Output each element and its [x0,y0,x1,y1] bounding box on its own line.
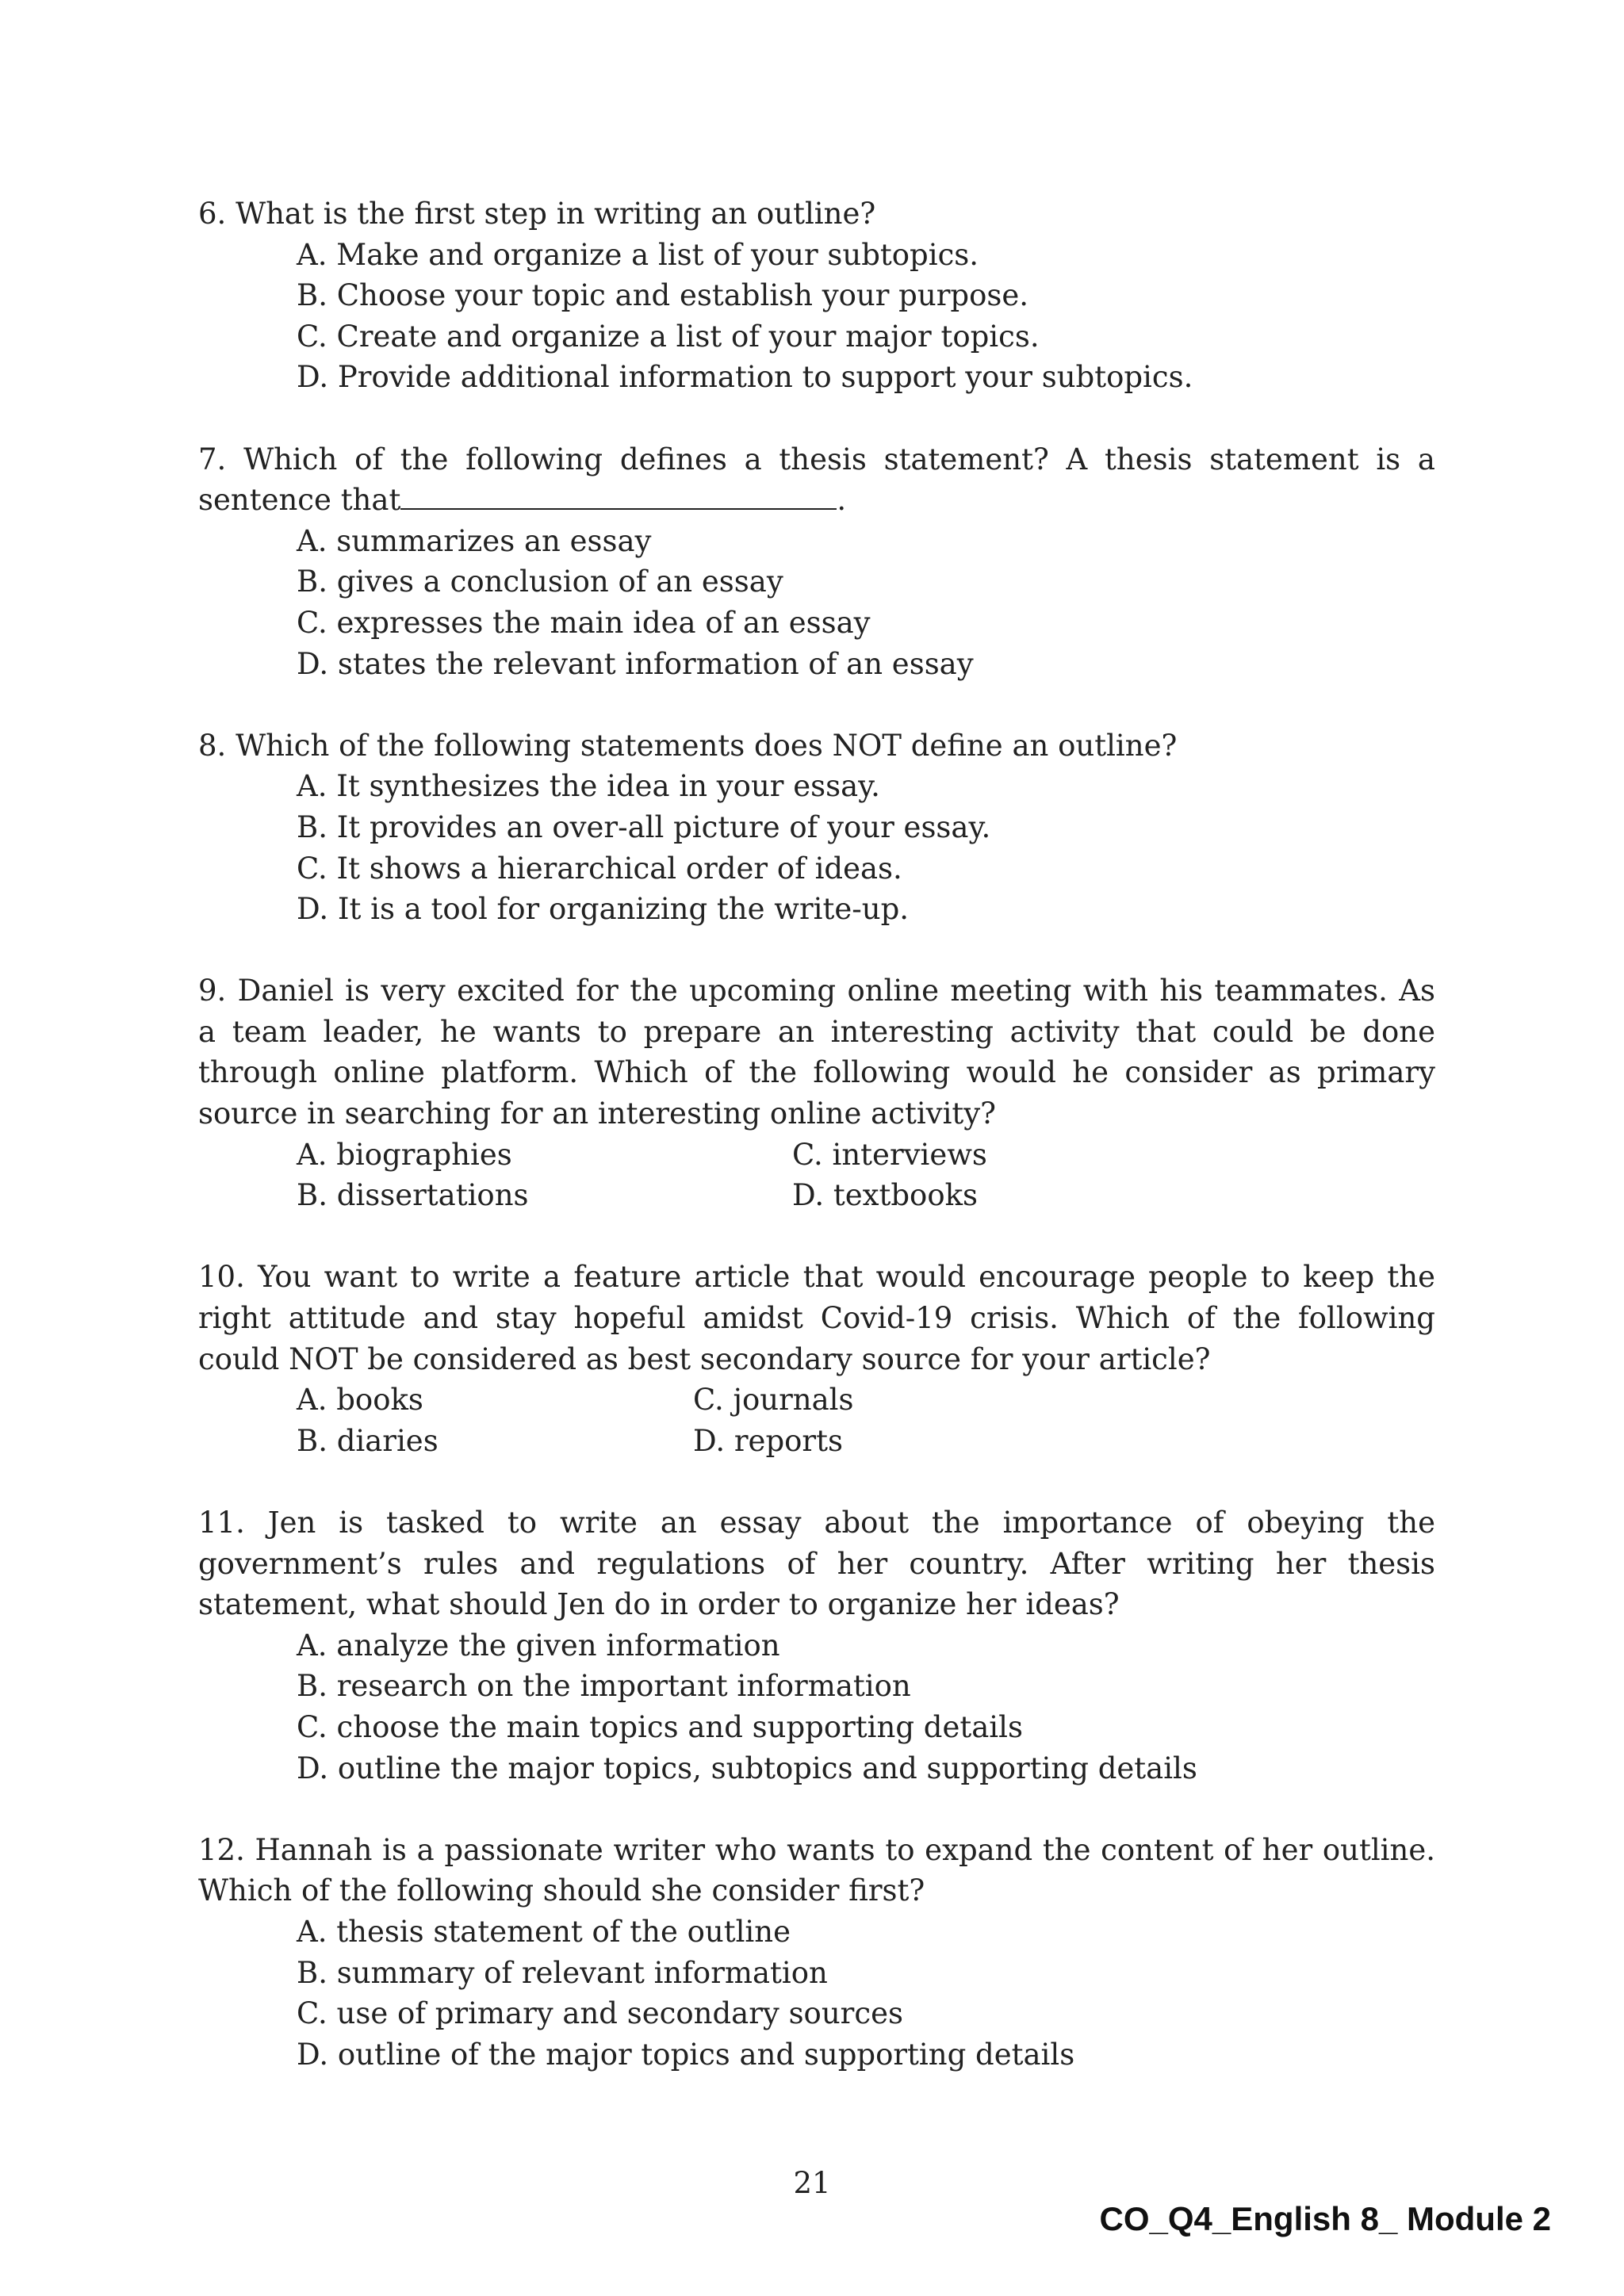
option-a: A. thesis statement of the outline [297,1914,791,1949]
option-row [198,1421,1435,1462]
option-d: D. Provide additional information to support your subtopics. [297,360,1193,395]
option-b: B. Choose your topic and establish your purpose. [297,278,1028,313]
question-stem: 8. Which of the following statements does NOT define an outline? [198,728,1178,763]
question-stem [198,439,1435,521]
option-d: D. outline the major topics, subtopics and supporting details [297,1751,1197,1785]
question-8 [198,725,1435,930]
question-stem: 10. You want to write a feature article that would encourage people to keep the right attitude and stay hopeful amidst Covid-19 crisis. Which of the following could NOT be considered as best secondary source for your article? [198,1260,1435,1376]
question-6 [198,193,1435,398]
option-b: B. dissertations [297,1178,529,1213]
question-12 [198,1830,1435,2076]
question-stem: 6. What is the first step in writing an outline? [198,197,876,231]
option-c: C. use of primary and secondary sources [297,1996,903,2031]
option-row [198,1135,1435,1176]
page-number: 21 [793,2166,831,2200]
question-list [198,193,1435,2116]
option-a: A. It synthesizes the idea in your essay. [297,769,880,804]
option-a: A. analyze the given information [297,1628,780,1663]
question-stem-text: 7. Which of the following defines a thesis statement? A thesis statement is a sentence that [198,442,1435,518]
option-b: B. It provides an over-all picture of your essay. [297,809,991,844]
option-a: A. summarizes an essay [297,523,652,558]
option-b: B. diaries [297,1423,439,1458]
option-c: C. journals [693,1383,854,1418]
module-code: CO_Q4_English 8_ Module 2 [1099,2200,1551,2237]
question-stem: 9. Daniel is very excited for the upcoming online meeting with his teammates. As a team leader, he wants to prepare an interesting activity that could be done through online platform. Which of the following would he consider as primary source in searching for an interesting online activity? [198,974,1435,1131]
option-c: C. Create and organize a list of your major topics. [297,319,1040,354]
answer-blank [400,480,837,510]
option-d: D. states the relevant information of an essay [297,646,974,681]
question-stem-end: . [837,483,847,518]
option-a: A. Make and organize a list of your subtopics. [297,237,979,272]
option-b: B. summary of relevant information [297,1955,828,1990]
option-d: D. outline of the major topics and supporting details [297,2037,1075,2072]
question-11 [198,1502,1435,1789]
question-10 [198,1257,1435,1461]
option-c: C. interviews [792,1137,987,1172]
option-c: C. expresses the main idea of an essay [297,605,871,640]
question-stem: 12. Hannah is a passionate writer who wants to expand the content of her outline. Which of the following should she consider first? [198,1832,1435,1908]
option-d: D. reports [693,1423,843,1458]
option-c: C. It shows a hierarchical order of ideas. [297,851,902,886]
option-d: D. textbooks [792,1178,979,1213]
option-b: B. gives a conclusion of an essay [297,564,783,599]
option-a: A. biographies [297,1137,512,1172]
question-stem: 11. Jen is tasked to write an essay about the importance of obeying the government’s rules and regulations of her country. After writing her thesis statement, what should Jen do in order to organize her ideas? [198,1506,1435,1622]
question-9 [198,970,1435,1216]
question-7 [198,439,1435,685]
option-row [198,1380,1435,1421]
option-c: C. choose the main topics and supporting details [297,1709,1023,1744]
option-d: D. It is a tool for organizing the write-up. [297,892,910,927]
option-row [198,1175,1435,1216]
option-b: B. research on the important information [297,1669,911,1704]
option-a: A. books [297,1383,423,1418]
